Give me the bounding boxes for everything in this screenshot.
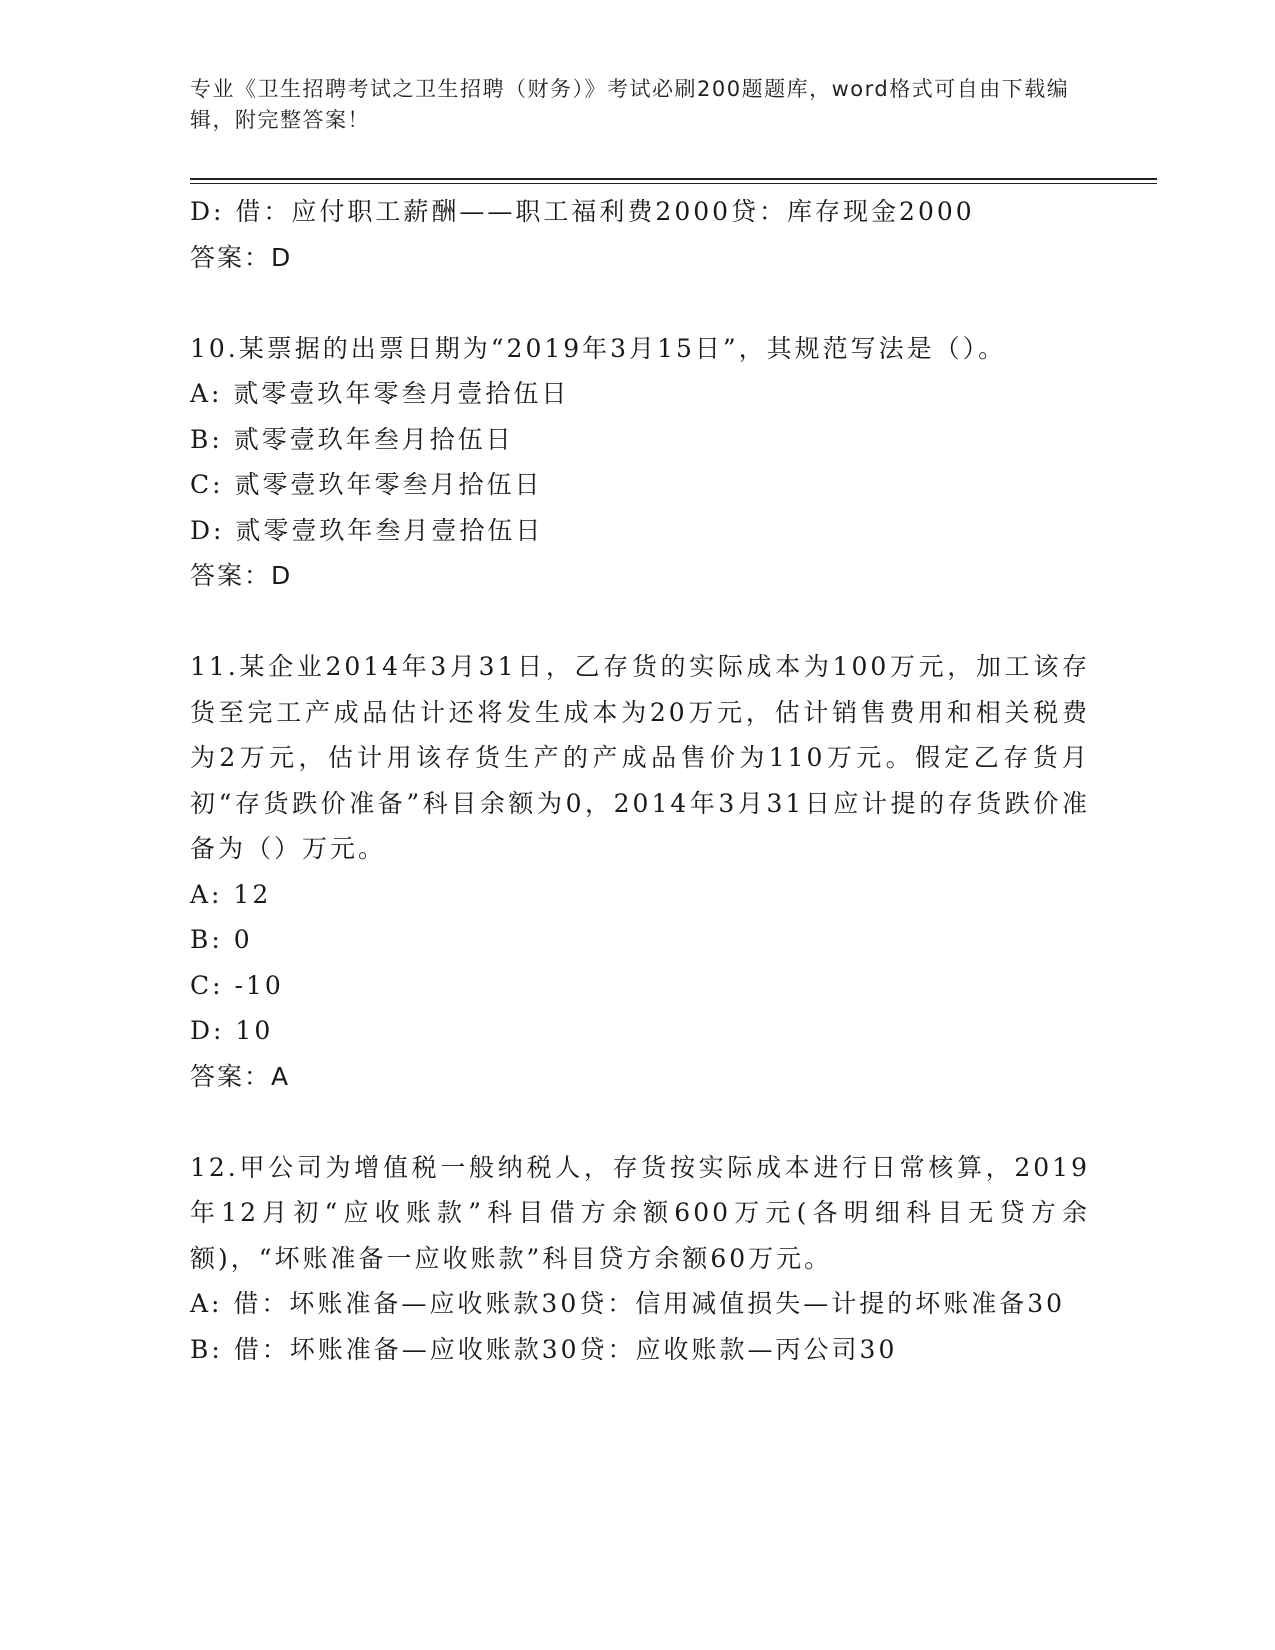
q11-option-d: D: 10 <box>190 1016 274 1045</box>
q10-answer: 答案：D <box>190 561 293 590</box>
q10-option-b: B: 贰零壹玖年叁月拾伍日 <box>190 424 514 454</box>
q10-stem: 10.某票据的出票日期为“2019年3月15日”，其规范写法是（）。 <box>190 333 1007 363</box>
q11-option-b: B: 0 <box>190 925 253 954</box>
header-rule-thick <box>190 178 1157 180</box>
q12-option-b: B: 借：坏账准备—应收账款30贷：应收账款—丙公司30 <box>190 1334 898 1364</box>
document-body <box>190 189 1090 1372</box>
spacer <box>190 599 1090 645</box>
document-header: 专业《卫生招聘考试之卫生招聘（财务）》考试必刷200题题库，word格式可自由下载编辑，附完整答案！ <box>190 77 1070 132</box>
q11-option-a: A: 12 <box>190 879 272 909</box>
q10-option-d: D: 贰零壹玖年叁月壹拾伍日 <box>190 515 544 545</box>
q10-option-c: C: 贰零壹玖年零叁月拾伍日 <box>190 470 543 499</box>
q9-option-d: D: 借：应付职工薪酬——职工福利费2000贷：库存现金2000 <box>190 197 975 226</box>
q11-stem: 11.某企业2014年3月31日，乙存货的实际成本为100万元，加工该存货至完工产成品估计还将发生成本为20万元，估计销售费用和相关税费为2万元，估计用该存货生产的产成品售价为110万元。假定乙存货月初“存货跌价准备”科目余额为0，2014年3月31日应计提的存货跌价准备为（）万元。 <box>190 652 1090 863</box>
q11-answer: 答案：A <box>190 1061 291 1091</box>
q9-answer: 答案：D <box>190 242 293 272</box>
q10-option-a: A: 贰零壹玖年零叁月壹拾伍日 <box>190 379 570 408</box>
q11-option-c: C: -10 <box>190 970 284 1000</box>
q12-option-a: A: 借：坏账准备—应收账款30贷：信用减值损失—计提的坏账准备30 <box>190 1289 1066 1318</box>
q12-stem: 12.甲公司为增值税一般纳税人，存货按实际成本进行日常核算，2019年12月初“应收账款”科目借方余额600万元(各明细科目无贷方余额)，“坏账准备一应收账款”科目贷方余额60万元。 <box>190 1152 1090 1273</box>
spacer <box>190 1099 1090 1145</box>
header-rule-thin <box>190 183 1157 184</box>
spacer <box>190 280 1090 326</box>
